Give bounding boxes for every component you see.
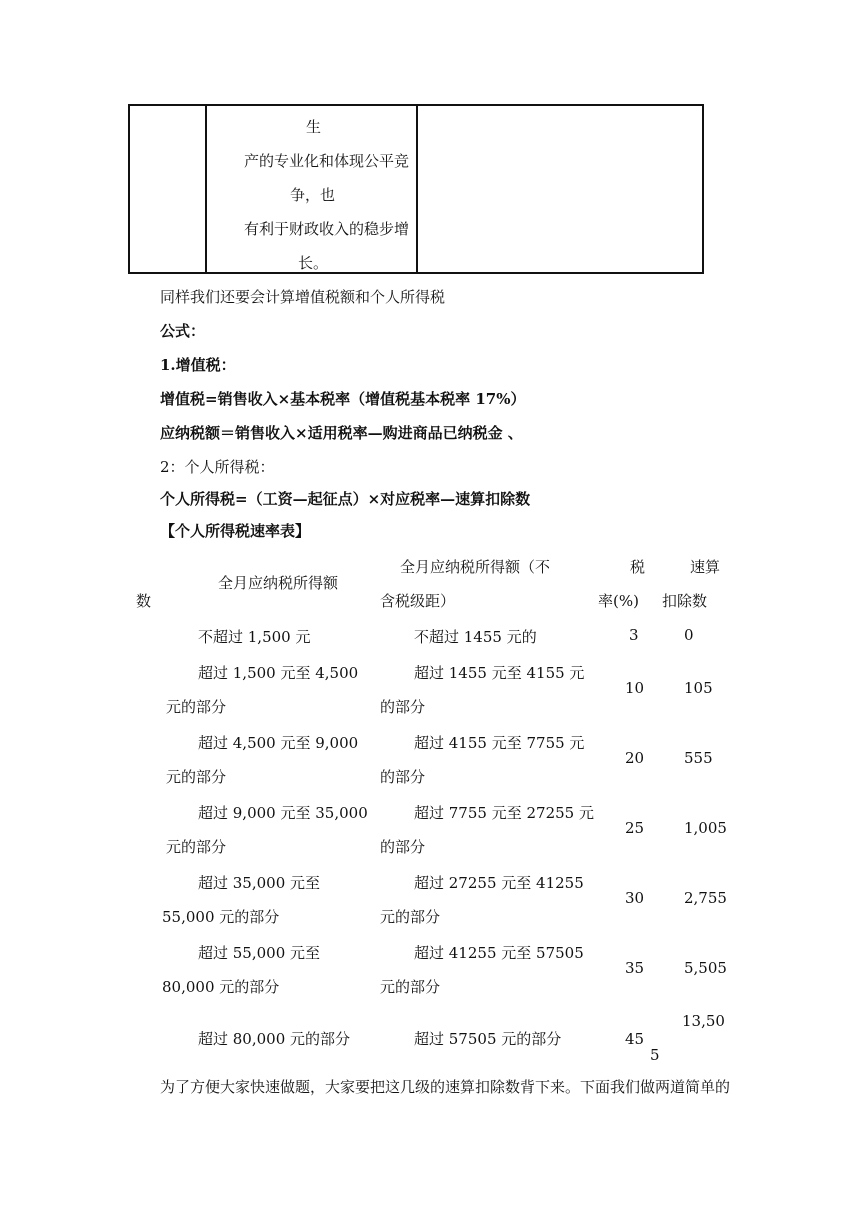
header-rate-line2: 率(%) bbox=[598, 592, 639, 610]
table-divider bbox=[205, 106, 207, 272]
header-taxable-income-line2: 含税级距） bbox=[380, 592, 456, 610]
row-taxable-income: 超过 4155 元至 7755 元 bbox=[414, 734, 585, 752]
table-divider bbox=[416, 106, 418, 272]
row-deduction: 5,505 bbox=[684, 959, 727, 977]
cell-text-line: 争，也 bbox=[290, 186, 336, 204]
row-rate: 30 bbox=[625, 889, 645, 907]
cell-text-line: 生 bbox=[306, 118, 322, 136]
row-rate: 45 bbox=[625, 1030, 645, 1048]
row-income-range: 超过 80,000 元的部分 bbox=[198, 1030, 351, 1048]
vat-formula: 增值税=销售收入×基本税率（增值税基本税率 17%） bbox=[160, 390, 526, 408]
row-income-range: 超过 55,000 元至 bbox=[198, 944, 321, 962]
row-deduction-cont: 5 bbox=[650, 1046, 660, 1064]
intro-paragraph: 同样我们还要会计算增值税额和个人所得税 bbox=[160, 288, 446, 306]
row-taxable-income-cont: 元的部分 bbox=[380, 978, 441, 996]
header-deduction-line1: 速算 bbox=[690, 558, 721, 576]
row-taxable-income: 不超过 1455 元的 bbox=[414, 628, 537, 646]
header-taxable-income-line1: 全月应纳税所得额（不 bbox=[400, 558, 551, 576]
header-col0-suffix: 数 bbox=[136, 592, 152, 610]
cell-text-line: 长。 bbox=[298, 254, 329, 272]
header-deduction-line2: 扣除数 bbox=[662, 592, 708, 610]
row-income-range: 超过 4,500 元至 9,000 bbox=[198, 734, 359, 752]
vat-heading: 1.增值税： bbox=[160, 356, 236, 374]
row-taxable-income: 超过 7755 元至 27255 元 bbox=[414, 804, 594, 822]
row-income-range: 超过 35,000 元至 bbox=[198, 874, 321, 892]
row-income-range-cont: 80,000 元的部分 bbox=[162, 978, 280, 996]
row-income-range: 超过 9,000 元至 35,000 bbox=[198, 804, 368, 822]
row-deduction: 1,005 bbox=[684, 819, 727, 837]
row-deduction: 13,50 bbox=[682, 1012, 725, 1030]
row-deduction: 105 bbox=[684, 679, 713, 697]
row-taxable-income-cont: 元的部分 bbox=[380, 908, 441, 926]
rate-table-title: 【个人所得税速率表】 bbox=[160, 522, 311, 540]
pit-heading: 2：个人所得税： bbox=[160, 458, 275, 476]
row-income-range-cont: 55,000 元的部分 bbox=[162, 908, 280, 926]
formula-label: 公式： bbox=[160, 322, 206, 340]
pit-formula: 个人所得税=（工资—起征点）×对应税率—速算扣除数 bbox=[160, 490, 531, 508]
row-deduction: 555 bbox=[684, 749, 713, 767]
row-taxable-income: 超过 41255 元至 57505 bbox=[414, 944, 584, 962]
header-rate-line1: 税 bbox=[630, 558, 646, 576]
row-rate: 20 bbox=[625, 749, 645, 767]
row-rate: 3 bbox=[629, 626, 639, 644]
row-income-range-cont: 元的部分 bbox=[166, 768, 227, 786]
row-taxable-income: 超过 1455 元至 4155 元 bbox=[414, 664, 585, 682]
row-income-range-cont: 元的部分 bbox=[166, 698, 227, 716]
cell-text-line: 有利于财政收入的稳步增 bbox=[244, 220, 410, 238]
row-income-range: 超过 1,500 元至 4,500 bbox=[198, 664, 359, 682]
row-income-range: 不超过 1,500 元 bbox=[198, 628, 311, 646]
row-deduction: 2,755 bbox=[684, 889, 727, 907]
row-deduction: 0 bbox=[684, 626, 694, 644]
row-taxable-income-cont: 的部分 bbox=[380, 768, 426, 786]
row-rate: 25 bbox=[625, 819, 645, 837]
closing-paragraph: 为了方便大家快速做题，大家要把这几级的速算扣除数背下来。下面我们做两道简单的 bbox=[160, 1078, 731, 1096]
row-income-range-cont: 元的部分 bbox=[166, 838, 227, 856]
header-income-range: 全月应纳税所得额 bbox=[218, 574, 339, 592]
row-taxable-income-cont: 的部分 bbox=[380, 838, 426, 856]
row-taxable-income: 超过 57505 元的部分 bbox=[414, 1030, 562, 1048]
row-rate: 10 bbox=[625, 679, 645, 697]
top-table bbox=[128, 104, 704, 274]
row-rate: 35 bbox=[625, 959, 645, 977]
row-taxable-income-cont: 的部分 bbox=[380, 698, 426, 716]
vat-payable-formula: 应纳税额＝销售收入×适用税率—购进商品已纳税金 、 bbox=[160, 424, 523, 442]
row-taxable-income: 超过 27255 元至 41255 bbox=[414, 874, 584, 892]
cell-text-line: 产的专业化和体现公平竞 bbox=[244, 152, 410, 170]
